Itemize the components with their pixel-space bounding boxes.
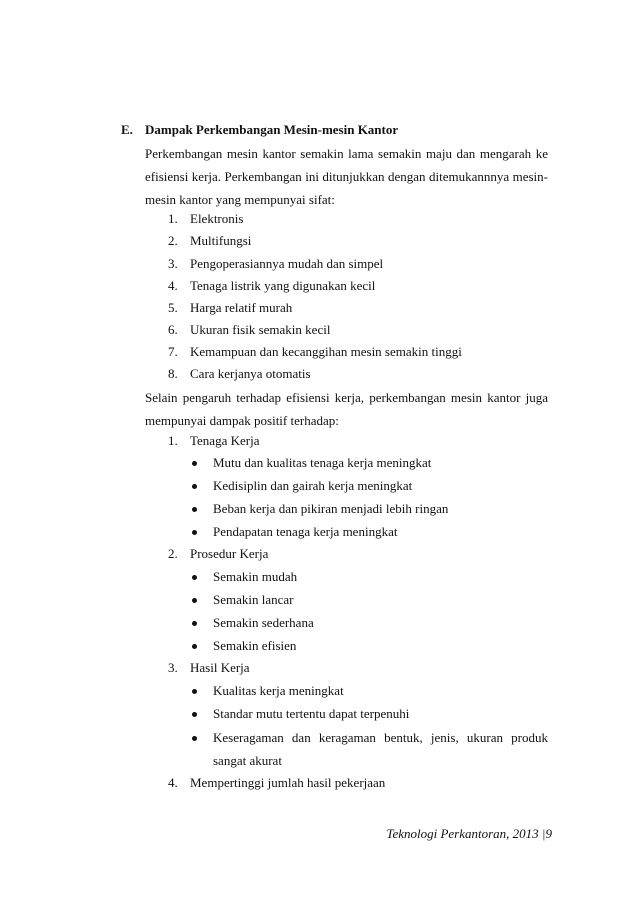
property-number: 8. xyxy=(168,366,178,381)
property-text: Harga relatif murah xyxy=(190,300,293,315)
impact-bullet-text: Keseragaman dan keragaman bentuk, jenis, ukuran produk xyxy=(213,730,548,745)
impact-bullet-continuation: sangat akurat xyxy=(213,753,282,768)
impact-bullet-text: Semakin sederhana xyxy=(213,615,314,630)
bullet-dot-icon xyxy=(192,736,197,741)
property-text: Ukuran fisik semakin kecil xyxy=(190,322,331,337)
intro-line-2: efisiensi kerja. Perkembangan ini ditunjukkan dengan ditemukannnya mesin- xyxy=(145,169,548,184)
property-number: 1. xyxy=(168,211,178,226)
bullet-dot-icon xyxy=(192,644,197,649)
property-number: 6. xyxy=(168,322,178,337)
property-number: 2. xyxy=(168,233,178,248)
property-text: Kemampuan dan kecanggihan mesin semakin tinggi xyxy=(190,344,462,359)
bullet-dot-icon xyxy=(192,507,197,512)
bullet-dot-icon xyxy=(192,712,197,717)
property-number: 7. xyxy=(168,344,178,359)
property-text: Elektronis xyxy=(190,211,244,226)
impact-number: 4. xyxy=(168,775,178,790)
impact-bullet-text: Kualitas kerja meningkat xyxy=(213,683,344,698)
impact-bullet-text: Kedisiplin dan gairah kerja meningkat xyxy=(213,478,413,493)
impact-title: Prosedur Kerja xyxy=(190,546,269,561)
bullet-dot-icon xyxy=(192,484,197,489)
section-title: Dampak Perkembangan Mesin-mesin Kantor xyxy=(145,122,399,137)
intro-line-3: mesin kantor yang mempunyai sifat: xyxy=(145,192,335,207)
impact-bullet-text: Standar mutu tertentu dapat terpenuhi xyxy=(213,706,410,721)
transition-line-2: mempunyai dampak positif terhadap: xyxy=(145,413,339,428)
impact-bullet-text: Beban kerja dan pikiran menjadi lebih ringan xyxy=(213,501,449,516)
bullet-dot-icon xyxy=(192,530,197,535)
bullet-dot-icon xyxy=(192,598,197,603)
property-text: Pengoperasiannya mudah dan simpel xyxy=(190,256,384,271)
page-footer: Teknologi Perkantoran, 2013 |9 xyxy=(386,826,552,841)
property-text: Cara kerjanya otomatis xyxy=(190,366,311,381)
property-number: 5. xyxy=(168,300,178,315)
impact-title: Mempertinggi jumlah hasil pekerjaan xyxy=(190,775,386,790)
bullet-dot-icon xyxy=(192,689,197,694)
impact-bullet-text: Pendapatan tenaga kerja meningkat xyxy=(213,524,398,539)
section-letter: E. xyxy=(121,122,133,137)
impact-number: 3. xyxy=(168,660,178,675)
impact-bullet-text: Mutu dan kualitas tenaga kerja meningkat xyxy=(213,455,432,470)
impact-bullet-text: Semakin efisien xyxy=(213,638,297,653)
impact-title: Tenaga Kerja xyxy=(190,433,260,448)
property-text: Multifungsi xyxy=(190,233,252,248)
property-number: 3. xyxy=(168,256,178,271)
intro-line-1: Perkembangan mesin kantor semakin lama semakin maju dan mengarah ke xyxy=(145,146,548,161)
bullet-dot-icon xyxy=(192,461,197,466)
property-number: 4. xyxy=(168,278,178,293)
impact-number: 1. xyxy=(168,433,178,448)
transition-line-1: Selain pengaruh terhadap efisiensi kerja, perkembangan mesin kantor juga xyxy=(145,390,548,405)
property-text: Tenaga listrik yang digunakan kecil xyxy=(190,278,376,293)
impact-number: 2. xyxy=(168,546,178,561)
impact-bullet-text: Semakin mudah xyxy=(213,569,298,584)
bullet-dot-icon xyxy=(192,621,197,626)
impact-bullet-text: Semakin lancar xyxy=(213,592,294,607)
bullet-dot-icon xyxy=(192,575,197,580)
impact-title: Hasil Kerja xyxy=(190,660,250,675)
